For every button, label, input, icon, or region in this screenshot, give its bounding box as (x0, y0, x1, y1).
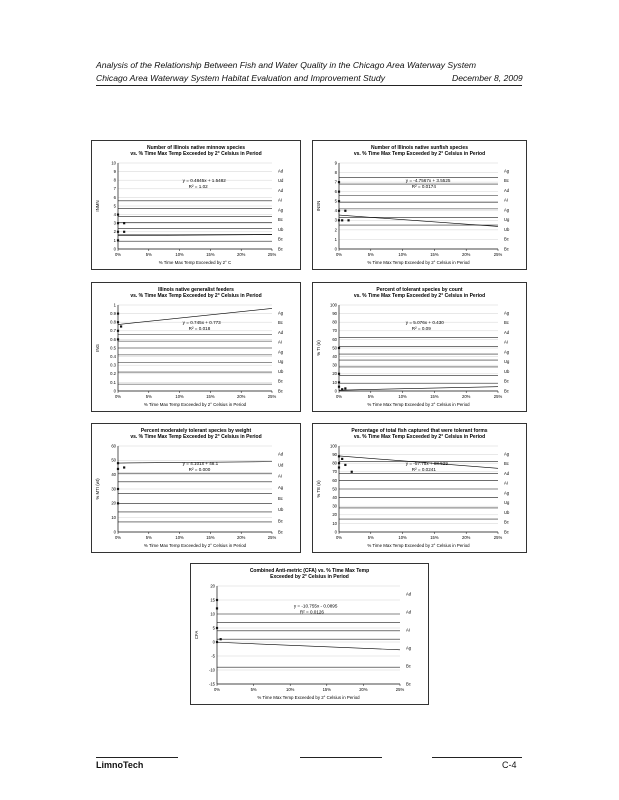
y-tick-label: 10 (332, 379, 337, 385)
site-label: Bc (278, 388, 283, 394)
site-label: Ad (278, 168, 284, 174)
trend-r-squared: R² = 0.000 (188, 466, 211, 472)
data-point (338, 210, 340, 212)
data-point (117, 330, 119, 332)
y-tick-label: 5 (212, 625, 215, 631)
y-tick-label: 0 (334, 529, 337, 535)
y-tick-label: 8 (113, 177, 116, 183)
y-tick-label: -10 (208, 667, 215, 673)
y-tick-label: 20 (332, 371, 337, 377)
chart-panel-5 (91, 423, 301, 553)
chart-subtitle: vs. % Time Max Temp Exceeded by 2° Celsius in Period (130, 293, 262, 299)
chart-svg (191, 564, 428, 704)
site-label: Bc (504, 178, 509, 184)
y-tick-label: 5 (334, 198, 337, 204)
chart-title: Percent of tolerant species by count (376, 287, 463, 293)
y-tick-label: 0 (334, 388, 337, 394)
x-tick-label: 5% (145, 394, 152, 399)
site-label: Bc (504, 529, 509, 535)
data-point (117, 488, 119, 490)
trend-r-squared: R² = 0.09 (411, 325, 431, 331)
chart-svg (313, 141, 526, 269)
y-tick-label: 0.1 (110, 379, 116, 385)
y-tick-label: 80 (332, 460, 337, 466)
data-point (338, 200, 340, 202)
y-axis-label: % TI (n) (316, 340, 321, 356)
x-tick-label: 20% (237, 394, 246, 399)
site-label: Bc (406, 681, 411, 687)
trend-r-squared: R² = 0.0126 (299, 609, 325, 615)
data-point (338, 462, 340, 464)
chart-title: Illinois native generalist feeders (158, 287, 234, 293)
chart-svg (92, 141, 300, 269)
y-tick-label: 2 (334, 227, 337, 233)
trend-equation: y = -57.75x + 88.529 (405, 460, 448, 466)
site-label: Ub (278, 226, 284, 232)
data-point (123, 466, 125, 468)
y-tick-label: 70 (332, 469, 337, 475)
y-tick-label: 0 (212, 639, 215, 645)
y-tick-label: 20 (332, 512, 337, 518)
site-label: Ub (504, 509, 510, 515)
data-point (117, 231, 119, 233)
x-tick-label: 25% (267, 394, 277, 399)
data-point (347, 219, 349, 221)
x-axis-label: % Time Max Temp Exceeded by 2° Celsius in Period (257, 695, 360, 700)
chart-title: Combined Anti-metric (CFA) vs. % Time Max Temp (249, 568, 370, 574)
site-label: Ub (278, 507, 284, 513)
data-point (341, 388, 343, 390)
y-tick-label: 20 (210, 583, 215, 589)
site-label: AI (278, 197, 282, 203)
site-label: Ag (278, 310, 284, 316)
x-tick-label: 15% (206, 535, 215, 540)
site-label: Ad (406, 591, 412, 597)
x-tick-label: 10% (286, 687, 295, 692)
site-label: Ag (278, 484, 284, 490)
data-point (338, 386, 340, 388)
x-tick-label: 5% (145, 252, 152, 257)
x-tick-label: 10% (175, 394, 184, 399)
y-axis-label: INSN (316, 200, 321, 212)
x-axis-label: % Time Max Temp Exceeded by 2° C (158, 260, 232, 265)
data-point (338, 381, 340, 383)
chart-title: Percentage of total fish captured that were tolerant forms (351, 428, 488, 434)
y-tick-label: -5 (211, 653, 215, 659)
site-label: Bc (504, 246, 509, 252)
trend-equation: y = 4.101x + 48.1 (182, 460, 219, 466)
data-point (117, 214, 119, 216)
chart-subtitle: vs. % Time Max Temp Exceeded by 2° Celsius in Period (130, 434, 262, 440)
y-tick-label: 30 (332, 362, 337, 368)
data-point (220, 638, 222, 640)
y-tick-label: 3 (334, 217, 337, 223)
data-point (344, 387, 346, 389)
y-tick-label: 40 (332, 354, 337, 359)
chart-panel-3 (91, 282, 301, 412)
y-tick-label: 0.4 (110, 354, 116, 359)
chart-panel-1 (91, 140, 301, 270)
trend-line (339, 215, 498, 226)
site-label: Bc (278, 495, 283, 501)
trend-equation: y = -10.755x - 0.0895 (293, 603, 338, 609)
data-point (117, 222, 119, 224)
site-label: AI (504, 480, 508, 486)
x-tick-label: 15% (430, 394, 439, 399)
trend-r-squared: R² = 0.018 (188, 325, 211, 331)
chart-svg (313, 424, 526, 552)
site-label: AI (406, 627, 410, 633)
trend-r-squared: R² = 1.02 (188, 183, 208, 189)
y-tick-label: 5 (113, 203, 116, 209)
site-label: Ub (504, 368, 510, 374)
y-tick-label: 10 (111, 160, 116, 166)
site-label: Ad (278, 187, 284, 193)
site-label: Ag (504, 207, 510, 213)
y-tick-label: 0.5 (110, 345, 116, 351)
y-tick-label: 40 (332, 495, 337, 500)
trend-r-squared: R² = 0.0241 (411, 466, 436, 472)
y-tick-label: 0.8 (110, 319, 116, 325)
chart-subtitle: vs. % Time Max Temp Exceeded by 2° Celsius in Period (353, 434, 486, 440)
trend-line (118, 235, 272, 236)
x-axis-label: % Time Max Temp Exceeded by 2° Celsius in Period (143, 543, 247, 548)
x-tick-label: 20% (462, 252, 471, 257)
x-axis-label: % Time Max Temp Exceeded by 2° Celsius in Period (367, 260, 470, 265)
site-label: Ud (278, 178, 284, 184)
site-label: Ag (504, 310, 510, 316)
x-tick-label: 0% (335, 394, 343, 399)
y-tick-label: 40 (111, 472, 116, 478)
y-tick-label: 15 (210, 597, 215, 603)
data-point (341, 458, 343, 460)
y-tick-label: 50 (111, 457, 116, 463)
data-point (123, 222, 125, 224)
chart-panel-2 (312, 140, 527, 270)
header-line-1: Analysis of the Relationship Between Fish and Water Quality in the Chicago Area Waterway System (96, 60, 477, 70)
site-label: Ad (504, 470, 510, 476)
chart-svg (92, 424, 300, 552)
x-tick-label: 0% (114, 252, 122, 257)
site-label: Ug (278, 359, 284, 365)
trend-line (339, 387, 498, 390)
data-point (351, 471, 353, 473)
data-point (216, 641, 218, 643)
x-tick-label: 25% (493, 394, 503, 399)
trend-line (217, 642, 400, 650)
x-tick-label: 15% (430, 252, 439, 257)
site-label: AI (278, 473, 282, 479)
trend-equation: y = 0.4845x + 1.5482 (182, 177, 226, 183)
data-point (117, 468, 119, 470)
footer-rule-right (432, 757, 522, 758)
chart-svg (92, 283, 300, 411)
y-tick-label: 10 (332, 520, 337, 526)
data-point (120, 325, 122, 327)
y-tick-label: 9 (334, 160, 337, 166)
site-label: Ug (504, 217, 510, 223)
data-point (117, 502, 119, 504)
site-label: Ad (406, 609, 412, 615)
site-label: Ag (504, 490, 510, 496)
y-tick-label: 3 (113, 220, 116, 226)
y-tick-label: 2 (113, 229, 116, 235)
y-axis-label: ING (95, 344, 100, 352)
y-tick-label: 4 (334, 208, 337, 214)
site-label: Ud (278, 462, 284, 468)
chart-title: Percent moderately tolerant species by weight (140, 428, 252, 434)
y-tick-label: 10 (210, 611, 215, 617)
x-tick-label: 20% (237, 535, 246, 540)
site-label: Bc (504, 388, 509, 394)
y-tick-label: 7 (113, 186, 116, 192)
data-point (117, 321, 119, 323)
y-tick-label: 1 (113, 302, 116, 308)
site-label: Ad (504, 187, 510, 193)
y-tick-label: 100 (330, 443, 337, 449)
y-axis-label: INMN (95, 200, 100, 212)
y-tick-label: 30 (111, 486, 116, 492)
site-label: Ag (504, 451, 510, 457)
data-point (338, 219, 340, 221)
x-tick-label: 20% (359, 687, 368, 692)
y-tick-label: 7 (334, 179, 337, 185)
footer-company: LimnoTech (96, 760, 144, 770)
site-label: Bc (278, 378, 283, 384)
site-label: AI (504, 339, 508, 345)
site-label: Ag (504, 168, 510, 174)
data-point (338, 181, 340, 183)
x-tick-label: 15% (206, 394, 215, 399)
y-tick-label: 0.9 (110, 311, 116, 316)
site-label: Ub (504, 226, 510, 232)
header-date: December 8, 2009 (452, 73, 523, 83)
chart-subtitle: vs. % Time Max Temp Exceeded by 2° Celsius in Period (353, 151, 486, 157)
x-tick-label: 0% (114, 394, 122, 399)
data-point (344, 210, 346, 212)
y-tick-label: 20 (111, 500, 116, 506)
x-tick-label: 0% (335, 252, 343, 257)
data-point (216, 607, 218, 609)
site-label: Bc (504, 378, 509, 384)
x-tick-label: 0% (213, 687, 221, 692)
x-tick-label: 10% (175, 252, 184, 257)
header-rule (96, 85, 522, 86)
x-tick-label: 10% (175, 535, 184, 540)
footer-rule-mid (300, 757, 382, 758)
y-tick-label: 0 (334, 246, 337, 252)
x-tick-label: 10% (398, 394, 407, 399)
data-point (338, 191, 340, 193)
site-label: Bc (278, 518, 283, 524)
y-tick-label: 6 (334, 189, 337, 195)
data-point (117, 338, 119, 340)
data-point (117, 239, 119, 241)
header-line-2: Chicago Area Waterway System Habitat Evaluation and Improvement Study (96, 73, 385, 83)
y-tick-label: 0 (113, 246, 116, 252)
x-tick-label: 5% (367, 535, 374, 540)
x-tick-label: 25% (267, 252, 277, 257)
y-tick-label: 0.7 (110, 328, 116, 334)
data-point (338, 347, 340, 349)
chart-panel-4 (312, 282, 527, 412)
data-point (216, 599, 218, 601)
y-tick-label: 0.3 (110, 362, 116, 368)
data-point (344, 464, 346, 466)
x-tick-label: 5% (367, 252, 374, 257)
x-axis-label: % Time Max Temp Exceeded by 2° Celsius in Period (367, 543, 470, 548)
x-tick-label: 20% (462, 394, 471, 399)
trend-equation: y = -4.7567x + 3.5525 (405, 177, 451, 183)
site-label: Ug (504, 500, 510, 506)
site-label: Bc (278, 217, 283, 223)
y-tick-label: 0.2 (110, 371, 116, 377)
data-point (341, 219, 343, 221)
chart-subtitle: vs. % Time Max Temp Exceeded by 2° Celsius in Period (130, 151, 262, 157)
site-label: Bc (504, 236, 509, 242)
site-label: Ad (278, 451, 284, 457)
x-tick-label: 5% (367, 394, 374, 399)
y-tick-label: 6 (113, 194, 116, 200)
x-axis-label: % Time Max Temp Exceeded by 2° Celsius in Period (367, 402, 470, 407)
site-label: Bc (504, 461, 509, 467)
footer-page-number: C-4 (502, 760, 517, 770)
y-tick-label: 9 (113, 169, 116, 174)
x-tick-label: 10% (398, 252, 407, 257)
data-point (338, 373, 340, 375)
x-tick-label: 20% (237, 252, 246, 257)
x-tick-label: 25% (493, 252, 503, 257)
y-tick-label: 0 (113, 388, 116, 394)
y-tick-label: -15 (208, 681, 215, 687)
site-label: Bc (278, 320, 283, 326)
site-label: Bc (406, 663, 411, 669)
site-label: Bc (504, 519, 509, 525)
data-point (123, 231, 125, 233)
chart-panel-6 (312, 423, 527, 553)
y-tick-label: 60 (111, 443, 116, 449)
footer-rule-left (96, 757, 178, 758)
x-tick-label: 25% (493, 535, 503, 540)
x-tick-label: 10% (398, 535, 407, 540)
y-tick-label: 50 (332, 486, 337, 492)
chart-title: Number of Illinois native sunfish species (371, 145, 468, 151)
y-tick-label: 0 (113, 529, 116, 535)
x-tick-label: 20% (462, 535, 471, 540)
x-tick-label: 5% (145, 535, 152, 540)
chart-subtitle: Exceeded by 2° Celsius in Period (270, 574, 349, 580)
site-label: Ag (504, 349, 510, 355)
x-tick-label: 25% (267, 535, 277, 540)
site-label: Ag (406, 645, 412, 651)
trend-equation: y = 5.076x + 0.430 (405, 319, 444, 325)
trend-r-squared: R² = 0.0174 (411, 183, 436, 189)
chart-svg (313, 283, 526, 411)
x-tick-label: 15% (322, 687, 331, 692)
chart-subtitle: vs. % Time Max Temp Exceeded by 2° Celsius in Period (353, 293, 486, 299)
site-label: Ag (278, 207, 284, 213)
data-point (117, 313, 119, 315)
chart-title: Number of Illinois native minnow species (146, 145, 246, 151)
y-tick-label: 8 (334, 169, 337, 175)
y-tick-label: 50 (332, 345, 337, 351)
x-tick-label: 5% (250, 687, 257, 692)
x-tick-label: 0% (114, 535, 122, 540)
data-point (216, 627, 218, 629)
data-point (117, 462, 119, 464)
trend-equation: y = 0.745x + 0.773 (182, 319, 221, 325)
y-tick-label: 4 (113, 212, 116, 217)
data-point (338, 455, 340, 457)
y-tick-label: 1 (113, 237, 116, 243)
y-tick-label: 90 (332, 452, 337, 457)
y-tick-label: 80 (332, 319, 337, 325)
y-tick-label: 70 (332, 328, 337, 334)
site-label: Ad (278, 329, 284, 335)
y-tick-label: 10 (111, 515, 116, 521)
data-point (338, 466, 340, 468)
y-tick-label: 30 (332, 503, 337, 509)
x-tick-label: 0% (335, 535, 343, 540)
site-label: Bc (278, 529, 283, 535)
y-tick-label: 60 (332, 336, 337, 342)
site-label: Ug (504, 359, 510, 365)
site-label: Bc (504, 320, 509, 326)
site-label: Ub (278, 368, 284, 374)
site-label: AI (278, 339, 282, 345)
x-axis-label: % Time Max Temp Exceeded by 2° Celsius in Period (143, 402, 247, 407)
site-label: Bc (278, 246, 283, 252)
site-label: Ag (278, 349, 284, 355)
y-tick-label: 0.6 (110, 336, 116, 342)
y-tick-label: 100 (330, 302, 337, 308)
x-tick-label: 15% (206, 252, 215, 257)
y-axis-label: CFA (194, 630, 199, 640)
y-tick-label: 60 (332, 477, 337, 483)
y-tick-label: 90 (332, 311, 337, 316)
y-tick-label: 1 (334, 236, 337, 242)
x-tick-label: 25% (395, 687, 405, 692)
site-label: Ad (504, 329, 510, 335)
y-axis-label: % MTI (wt) (95, 478, 100, 500)
site-label: Bc (278, 236, 283, 242)
x-tick-label: 15% (430, 535, 439, 540)
site-label: AI (504, 197, 508, 203)
y-axis-label: % TE (n) (316, 480, 321, 498)
chart-panel-7 (190, 563, 429, 705)
